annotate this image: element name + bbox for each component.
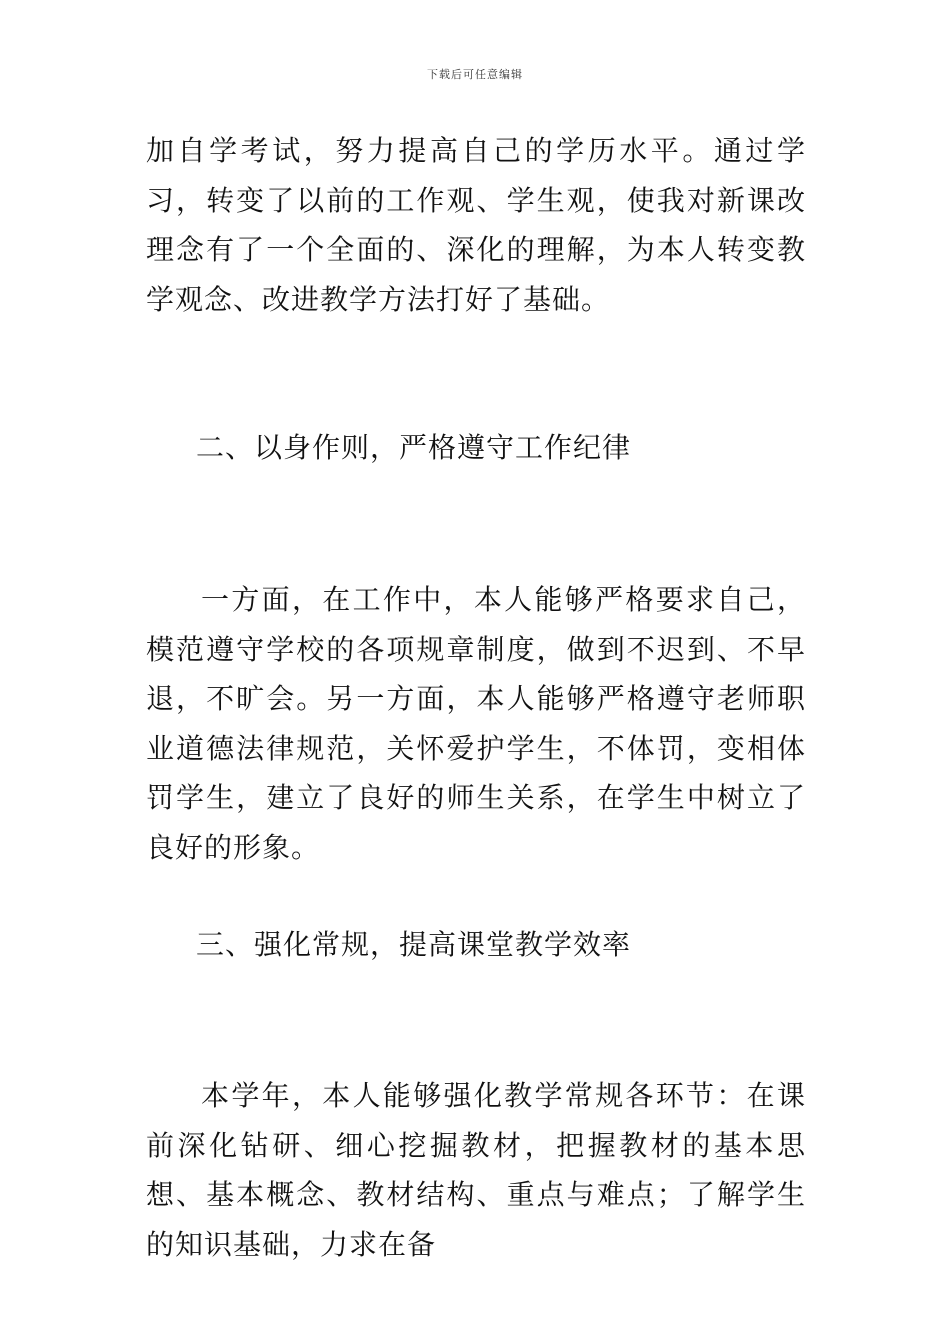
page-header-note: 下载后可任意编辑 — [427, 68, 523, 81]
paragraph-discipline: 一方面，在工作中，本人能够严格要求自己，模范遵守学校的各项规章制度，做到不迟到、不早退，不旷会。另一方面，本人能够严格遵守老师职业道德法律规范，关怀爱护学生，不体罚，变相体罚学生，建立了良好的师生关系，在学生中树立了良好的形象。 — [146, 583, 806, 864]
paragraph-teaching-routine: 本学年，本人能够强化教学常规各环节：在课前深化钻研、细心挖掘教材，把握教材的基本思想、基本概念、教材结构、重点与难点；了解学生的知识基础，力求在备 — [146, 1079, 806, 1261]
paragraph-continued-study: 加自学考试，努力提高自己的学历水平。通过学习，转变了以前的工作观、学生观，使我对新课改理念有了一个全面的、深化的理解，为本人转变教学观念、改进教学方法打好了基础。 — [146, 134, 806, 316]
section-heading-discipline: 二、以身作则，严格遵守工作纪律 — [196, 431, 632, 464]
section-heading-teaching-efficiency: 三、强化常规，提高课堂教学效率 — [196, 928, 632, 961]
